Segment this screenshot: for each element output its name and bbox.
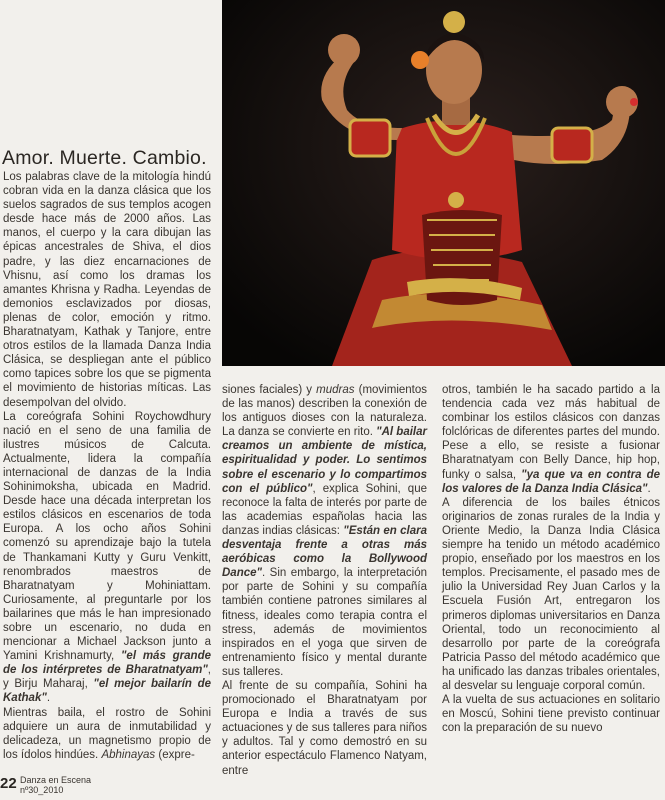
magazine-info [20,775,91,795]
magazine-name: Danza en Escena [20,775,92,785]
paragraph: A diferencia de los bailes étnicos originarios de zonas rurales de la India y Oriente Medio, la Danza India Clásica siempre ha tenido un método académico propio, enseñado por los maestros en los templos. Precisamente, el pasado mes de julio la Universidad Rey Juan Carlos y la Escuela Fusión Art, entregaron los primeros diplomas universitarios en Danza Oriental, todo un reconocimiento al desarrollo por parte de la coreógrafa Patricia Passo del método académico que ha unificado las danzas tribales orientales, al desvelar su lenguaje corporal común. [442,496,660,692]
quote: "Están en clara desventaja frente a otras más aeróbicas como la Bollywood Dance" [222,524,428,580]
column-1 [3,170,211,762]
paragraph-text: Mientras baila, el rostro de Sohini adquiere un aura de inmutabilidad y delicadeza, un magnetismo propio de los ídolos hindúes. [3,706,211,761]
column-2 [222,383,427,778]
issue-number: nº30_2010 [20,785,64,795]
paragraph-text: . Sin embargo, la interpretación por parte de Sohini y su compañía también contiene patrones similares al fitness, ideales como terapia contra el stress, además de movimientos inspirados en el yoga que sirven de entrenamiento físico y mental durante sus talleres. [222,567,427,678]
dancer-photo [222,0,665,366]
paragraph [442,383,660,496]
page-footer [0,770,220,796]
paragraph: A la vuelta de sus actuaciones en solitario en Moscú, Sohini tiene previsto continuar con la preparación de su nuevo [442,694,660,735]
quote: "el mejor bailarín de Kathak" [3,678,211,705]
column-3 [442,383,660,735]
quote: "Al bailar creamos un ambiente de mística, espiritualidad y poder. Lo sentimos sobre el escenario y lo compartimos con el público" [222,426,427,495]
paragraph-text: . [647,482,651,495]
quote: "ya que va en contra de los valores de la Danza India Clásica" [442,468,660,495]
paragraph-text: , explica Sohini, que reconoce la falta de interés por parte de las academias españolas hacia las danzas indias clásicas: [222,482,427,537]
paragraph: Los palabras clave de la mitología hindú cobran vida en la danza clásica que los suelos sagrados de sus templos acogen desde hace más de 2000 años. Las manos, el cuerpo y la cara dibujan las épicas ancestrales de Shiva, el dios padre, y las diez encarnaciones de Vhisnu, así como los dramas los amantes Khrisna y Radha. Leyendas de demonios esclavizados por diosas, plenas de color, emoción y ritmo. Bharatnatyam, Kathak y Tanjore, entre otros estilos de la llamada Danza India Clásica, se despliegan ante el público como tapices sobre los que se pigmenta el movimiento de historias míticas. Las desempolvan del olvido. [3,171,211,409]
paragraph-text: siones faciales) y [222,384,317,396]
quote: "el más grande de los intérpretes de Bharatnatyam" [3,650,211,677]
paragraph-text: otros, también le ha sacado partido a la tendencia cada vez más habitual de combinar los estilos clásicos con danzas folclóricas de diferentes partes del mundo. Pese a ello, se resiste a fusionar Bharatnatyam con Belly Dance, hip hop, funky o salsa, [442,384,660,481]
paragraph-text: (expre- [155,748,195,761]
paragraph-text: (movimientos de las manos) describen la conexión de los antiguos dioses con la naturaleza. La danza se convierte en rito. [222,384,428,439]
dancer-illustration [222,0,665,366]
paragraph [222,383,427,679]
paragraph-text: , y Birju Maharaj, [3,664,211,691]
article-title: Amor. Muerte. Cambio. [2,147,207,169]
term: mudras [316,384,355,396]
paragraph-text: La coreógrafa Sohini Roychowdhury nació en el seno de una familia de ilustres músicos de Calcuta. Actualmente, lidera la compañía internacional de danzas de la India Sohinimoksha, ubicada en Madrid. Desde hace una década interpretan los estilos clásicos en escenarios de toda Europa. A los ocho años Sohini comenzó su aprendizaje bajo la tutela de Thankamani Kutty y Guru Venkitt, renombrados maestros de Bharatnatyam y Mohiniattam. Curiosamente, al preguntarle por los bailarines que más le han impresionado sobre un escenario, no duda en mencionar a Michael Jackson junto a Yamini Krishnamurty, [3,410,211,663]
paragraph [3,410,211,706]
term: Abhinayas [101,748,156,761]
paragraph: Al frente de su compañía, Sohini ha promocionado el Bharatnatyam por Europa e India a través de sus actuaciones y de sus talleres para niños y adultos. Tal y como demostró en su anterior espectáculo Flamenco Natyam, entre [222,679,427,777]
paragraph-text: . [46,692,51,705]
paragraph [3,706,211,762]
page-number: 22 [0,775,17,792]
